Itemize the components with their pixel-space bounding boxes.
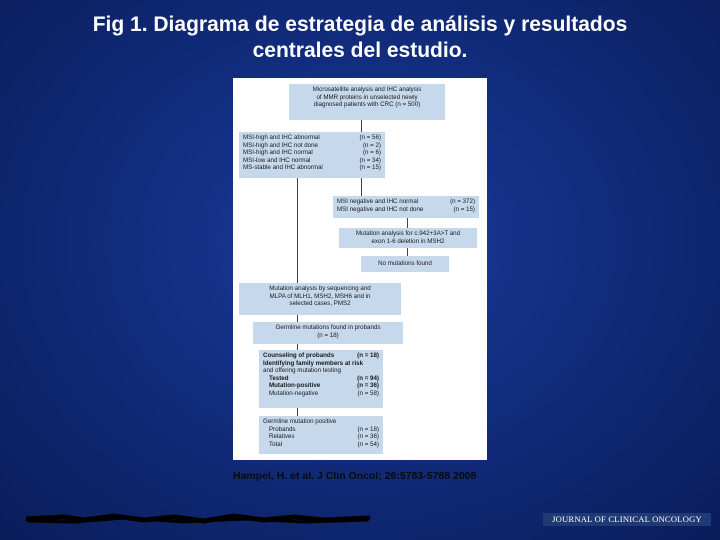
row-label: MSI negative and IHC not done: [337, 205, 424, 213]
row-count: (n = 36): [357, 433, 379, 441]
top-box-line-3: diagnosed patients with CRC (n = 500): [313, 101, 421, 109]
counseling-row: [263, 390, 379, 398]
row-label: MSI-high and IHC normal: [243, 149, 313, 157]
germline-positive-row: [263, 426, 379, 434]
top-box-line-2: of MMR proteins in unselected newly: [316, 93, 418, 101]
slide-title: [20, 12, 700, 64]
row-label: Probands: [269, 425, 296, 433]
row-count: (n = 94): [357, 374, 379, 382]
row-label: MSI-high and IHC not done: [243, 141, 318, 149]
row-label: MSI-high and IHC abnormal: [243, 134, 320, 141]
negative-row: [337, 206, 475, 214]
row-label: Relatives: [269, 433, 295, 441]
connector-top-down: [361, 120, 362, 132]
germline-positive-row: [263, 418, 379, 426]
mutation-analysis-box: [339, 228, 477, 248]
row-label: Counseling of probands: [263, 352, 335, 359]
row-label: and offering mutation testing: [263, 367, 341, 375]
connector-analysis-to-none: [407, 248, 408, 256]
counseling-row: [263, 360, 379, 368]
row-count: (n = 56): [359, 134, 381, 141]
counseling-row: [263, 382, 379, 390]
row-count: (n = 15): [359, 164, 381, 172]
row-count: (n = 34): [359, 156, 381, 164]
no-mutations-text: No mutations found: [378, 260, 432, 267]
germline-probands-box: [253, 322, 403, 344]
row-count: (n = 15): [453, 205, 475, 213]
classification-row: [243, 157, 381, 165]
germline-positive-box: [259, 416, 383, 454]
sequencing-line-3: selected cases, PMS2: [289, 300, 351, 308]
counseling-row: [263, 367, 379, 375]
row-count: (n = 2): [362, 141, 381, 149]
citation: Hampel, H. et al. J Clin Oncol; 26:5783-5788 2008: [233, 470, 477, 482]
top-box: [289, 84, 445, 120]
counseling-row: [263, 375, 379, 383]
connector-counseling-to-positive: [297, 408, 298, 416]
germline-probands-line-2: (n = 18): [317, 331, 339, 339]
row-label: Mutation-positive: [269, 382, 321, 390]
negative-row: [337, 198, 475, 206]
journal-label: JOURNAL OF CLINICAL ONCOLOGY: [543, 513, 711, 526]
row-label: MS-stable and IHC abnormal: [243, 164, 323, 172]
msi-classification-box: [239, 132, 385, 178]
row-count: (n = 58): [357, 389, 379, 397]
row-count: (n = 36): [357, 382, 379, 390]
slide-title-line-1: Fig 1. Diagrama de estrategia de análisis y resultados: [92, 13, 628, 36]
classification-row: [243, 149, 381, 157]
connector-sequencing-to-germline: [297, 315, 298, 322]
top-box-line-1: Microsatellite analysis and IHC analysis: [312, 86, 422, 93]
counseling-row: [263, 352, 379, 360]
classification-row: [243, 134, 381, 142]
row-label: MSI negative and IHC normal: [337, 198, 419, 205]
germline-positive-row: [263, 441, 379, 449]
redaction-scribble: [24, 512, 372, 526]
row-count: (n = 6): [362, 149, 381, 157]
sequencing-line-1: Mutation analysis by sequencing and: [269, 285, 371, 292]
row-label: MSI-low and IHC normal: [243, 156, 311, 164]
germline-positive-row: [263, 433, 379, 441]
flowchart-panel: [233, 78, 487, 460]
counseling-box: [259, 350, 383, 408]
sequencing-line-2: MLPA of MLH1, MSH2, MSH6 and in: [269, 292, 371, 300]
sequencing-box: [239, 283, 401, 315]
row-label: Total: [269, 440, 283, 448]
connector-negative-to-analysis: [407, 218, 408, 228]
no-mutations-box: [361, 256, 449, 272]
germline-probands-line-1: Germline mutations found in probands: [275, 324, 381, 331]
mutation-analysis-line-1: Mutation analysis for c.942+3A>T and: [355, 230, 461, 237]
connector-left-to-sequencing: [297, 178, 298, 283]
row-count: (n = 18): [357, 425, 379, 433]
row-count: (n = 54): [357, 440, 379, 448]
mutation-analysis-line-2: exon 1-6 deletion in MSH2: [371, 237, 445, 245]
connector-left-to-negative: [361, 178, 362, 196]
row-label: Mutation-negative: [269, 389, 319, 397]
row-label: Identifying family members at risk: [263, 359, 364, 367]
classification-row: [243, 142, 381, 150]
row-label: Tested: [269, 374, 289, 382]
row-count: (n = 372): [450, 198, 475, 205]
slide-title-line-2: centrales del estudio.: [252, 39, 468, 62]
row-count: (n = 18): [357, 352, 379, 359]
classification-row: [243, 164, 381, 172]
row-label: Germline mutation positive: [263, 418, 337, 425]
msi-negative-box: [333, 196, 479, 218]
